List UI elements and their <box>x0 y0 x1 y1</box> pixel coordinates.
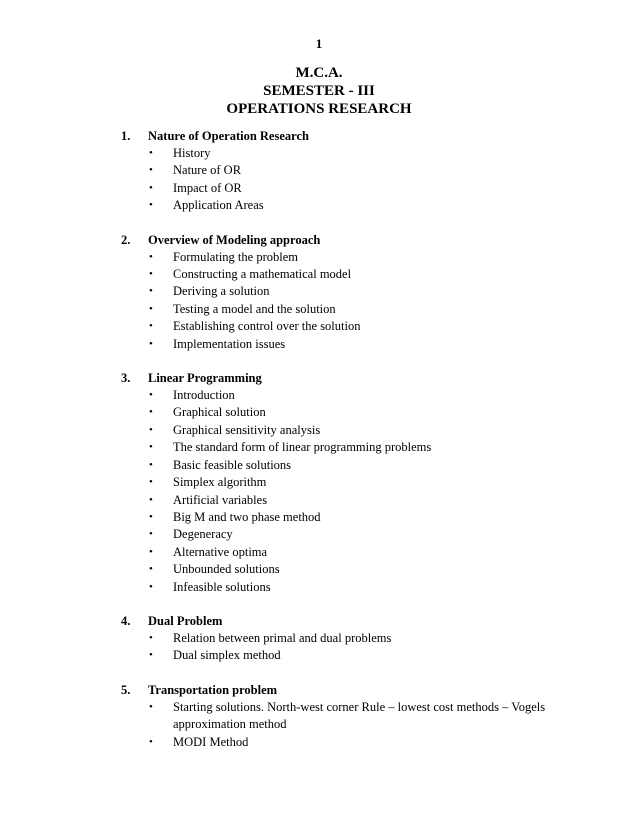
topic-text: Dual simplex method <box>173 648 281 663</box>
bullet-icon: • <box>149 147 153 159</box>
syllabus-section <box>121 127 611 215</box>
section-heading <box>121 612 611 630</box>
bullet-icon: • <box>149 631 153 644</box>
bullet-icon: • <box>149 423 153 436</box>
syllabus-section <box>121 231 611 353</box>
topic-text: The standard form of linear programming problems <box>173 440 432 455</box>
list-item <box>121 647 611 664</box>
topic-text: Graphical sensitivity analysis <box>173 422 321 437</box>
list-item <box>121 145 611 162</box>
syllabus-section <box>121 369 611 596</box>
list-item <box>121 492 611 509</box>
bullet-icon: • <box>149 285 153 298</box>
topic-text: Nature of OR <box>173 163 242 178</box>
list-item <box>121 526 611 543</box>
bullet-icon: • <box>149 164 153 177</box>
bullet-icon: • <box>149 510 153 523</box>
list-item <box>121 404 611 421</box>
topic-text: Degeneracy <box>173 527 233 542</box>
syllabus-section <box>121 681 611 751</box>
topic-text: Implementation issues <box>173 336 286 351</box>
section-heading <box>121 231 611 249</box>
bullet-icon: • <box>149 545 153 558</box>
semester-title: SEMESTER - III <box>263 83 375 99</box>
bullet-icon: • <box>149 320 153 333</box>
topic-text: Unbounded solutions <box>173 562 280 577</box>
section-number: 4. <box>121 613 131 628</box>
bullet-icon: • <box>149 337 153 350</box>
bullet-icon: • <box>149 700 153 713</box>
list-item <box>121 579 611 596</box>
list-item <box>121 544 611 561</box>
topic-text: Artificial variables <box>173 492 268 507</box>
section-number: 3. <box>121 371 131 386</box>
list-item <box>121 387 611 404</box>
topic-text: Formulating the problem <box>173 249 298 264</box>
bullet-icon: • <box>149 735 153 748</box>
topic-text: Simplex algorithm <box>173 475 267 490</box>
topic-text: Testing a model and the solution <box>173 301 336 316</box>
syllabus-section <box>121 612 611 665</box>
syllabus-heading <box>0 64 638 118</box>
bullet-icon: • <box>149 563 153 576</box>
topic-list <box>121 249 611 353</box>
list-item <box>121 422 611 439</box>
section-title: Transportation problem <box>148 682 278 697</box>
topic-text: MODI Method <box>173 734 249 749</box>
list-item <box>121 699 611 734</box>
section-number: 1. <box>121 129 131 143</box>
syllabus-sections <box>121 127 611 767</box>
bullet-icon: • <box>149 199 153 212</box>
section-heading <box>121 127 611 145</box>
list-item <box>121 439 611 456</box>
bullet-icon: • <box>149 389 153 402</box>
bullet-icon: • <box>149 528 153 541</box>
topic-text: Impact of OR <box>173 180 242 195</box>
bullet-icon: • <box>149 181 153 194</box>
bullet-icon: • <box>149 406 153 419</box>
section-title: Nature of Operation Research <box>148 129 309 143</box>
list-item <box>121 336 611 353</box>
page-number: 1 <box>315 36 323 51</box>
topic-text: Alternative optima <box>173 544 268 559</box>
list-item <box>121 318 611 335</box>
section-number: 5. <box>121 682 131 697</box>
bullet-icon: • <box>149 250 153 263</box>
topic-text: Starting solutions. North-west corner Rule – lowest cost methods – Vogels approximation method <box>173 699 546 732</box>
list-item <box>121 266 611 283</box>
topic-text: Application Areas <box>173 198 264 213</box>
section-title: Overview of Modeling approach <box>148 232 321 247</box>
bullet-icon: • <box>149 441 153 454</box>
topic-text: Basic feasible solutions <box>173 457 292 472</box>
list-item <box>121 283 611 300</box>
list-item <box>121 197 611 214</box>
topic-text: Graphical solution <box>173 405 266 420</box>
topic-list <box>121 630 611 665</box>
topic-list <box>121 387 611 596</box>
topic-list <box>121 145 611 215</box>
course-title: M.C.A. <box>295 65 343 81</box>
section-heading <box>121 681 611 699</box>
list-item <box>121 301 611 318</box>
section-title: Dual Problem <box>148 613 223 628</box>
topic-text: Relation between primal and dual problems <box>173 630 392 645</box>
topic-text: Big M and two phase method <box>173 509 321 524</box>
list-item <box>121 249 611 266</box>
bullet-icon: • <box>149 458 153 471</box>
list-item <box>121 561 611 578</box>
bullet-icon: • <box>149 268 153 281</box>
bullet-icon: • <box>149 302 153 315</box>
section-heading <box>121 369 611 387</box>
topic-text: Introduction <box>173 388 235 403</box>
bullet-icon: • <box>149 649 153 662</box>
list-item <box>121 509 611 526</box>
list-item <box>121 457 611 474</box>
bullet-icon: • <box>149 493 153 506</box>
list-item <box>121 162 611 179</box>
topic-text: Deriving a solution <box>173 284 270 299</box>
section-title: Linear Programming <box>148 371 262 386</box>
list-item <box>121 474 611 491</box>
subject-title: OPERATIONS RESEARCH <box>226 101 412 117</box>
bullet-icon: • <box>149 580 153 593</box>
bullet-icon: • <box>149 476 153 489</box>
list-item <box>121 630 611 647</box>
topic-text: History <box>173 146 211 160</box>
topic-list <box>121 699 611 751</box>
topic-text: Constructing a mathematical model <box>173 267 352 282</box>
topic-text: Infeasible solutions <box>173 579 271 594</box>
list-item <box>121 180 611 197</box>
list-item <box>121 734 611 751</box>
section-number: 2. <box>121 232 131 247</box>
topic-text: Establishing control over the solution <box>173 319 361 334</box>
